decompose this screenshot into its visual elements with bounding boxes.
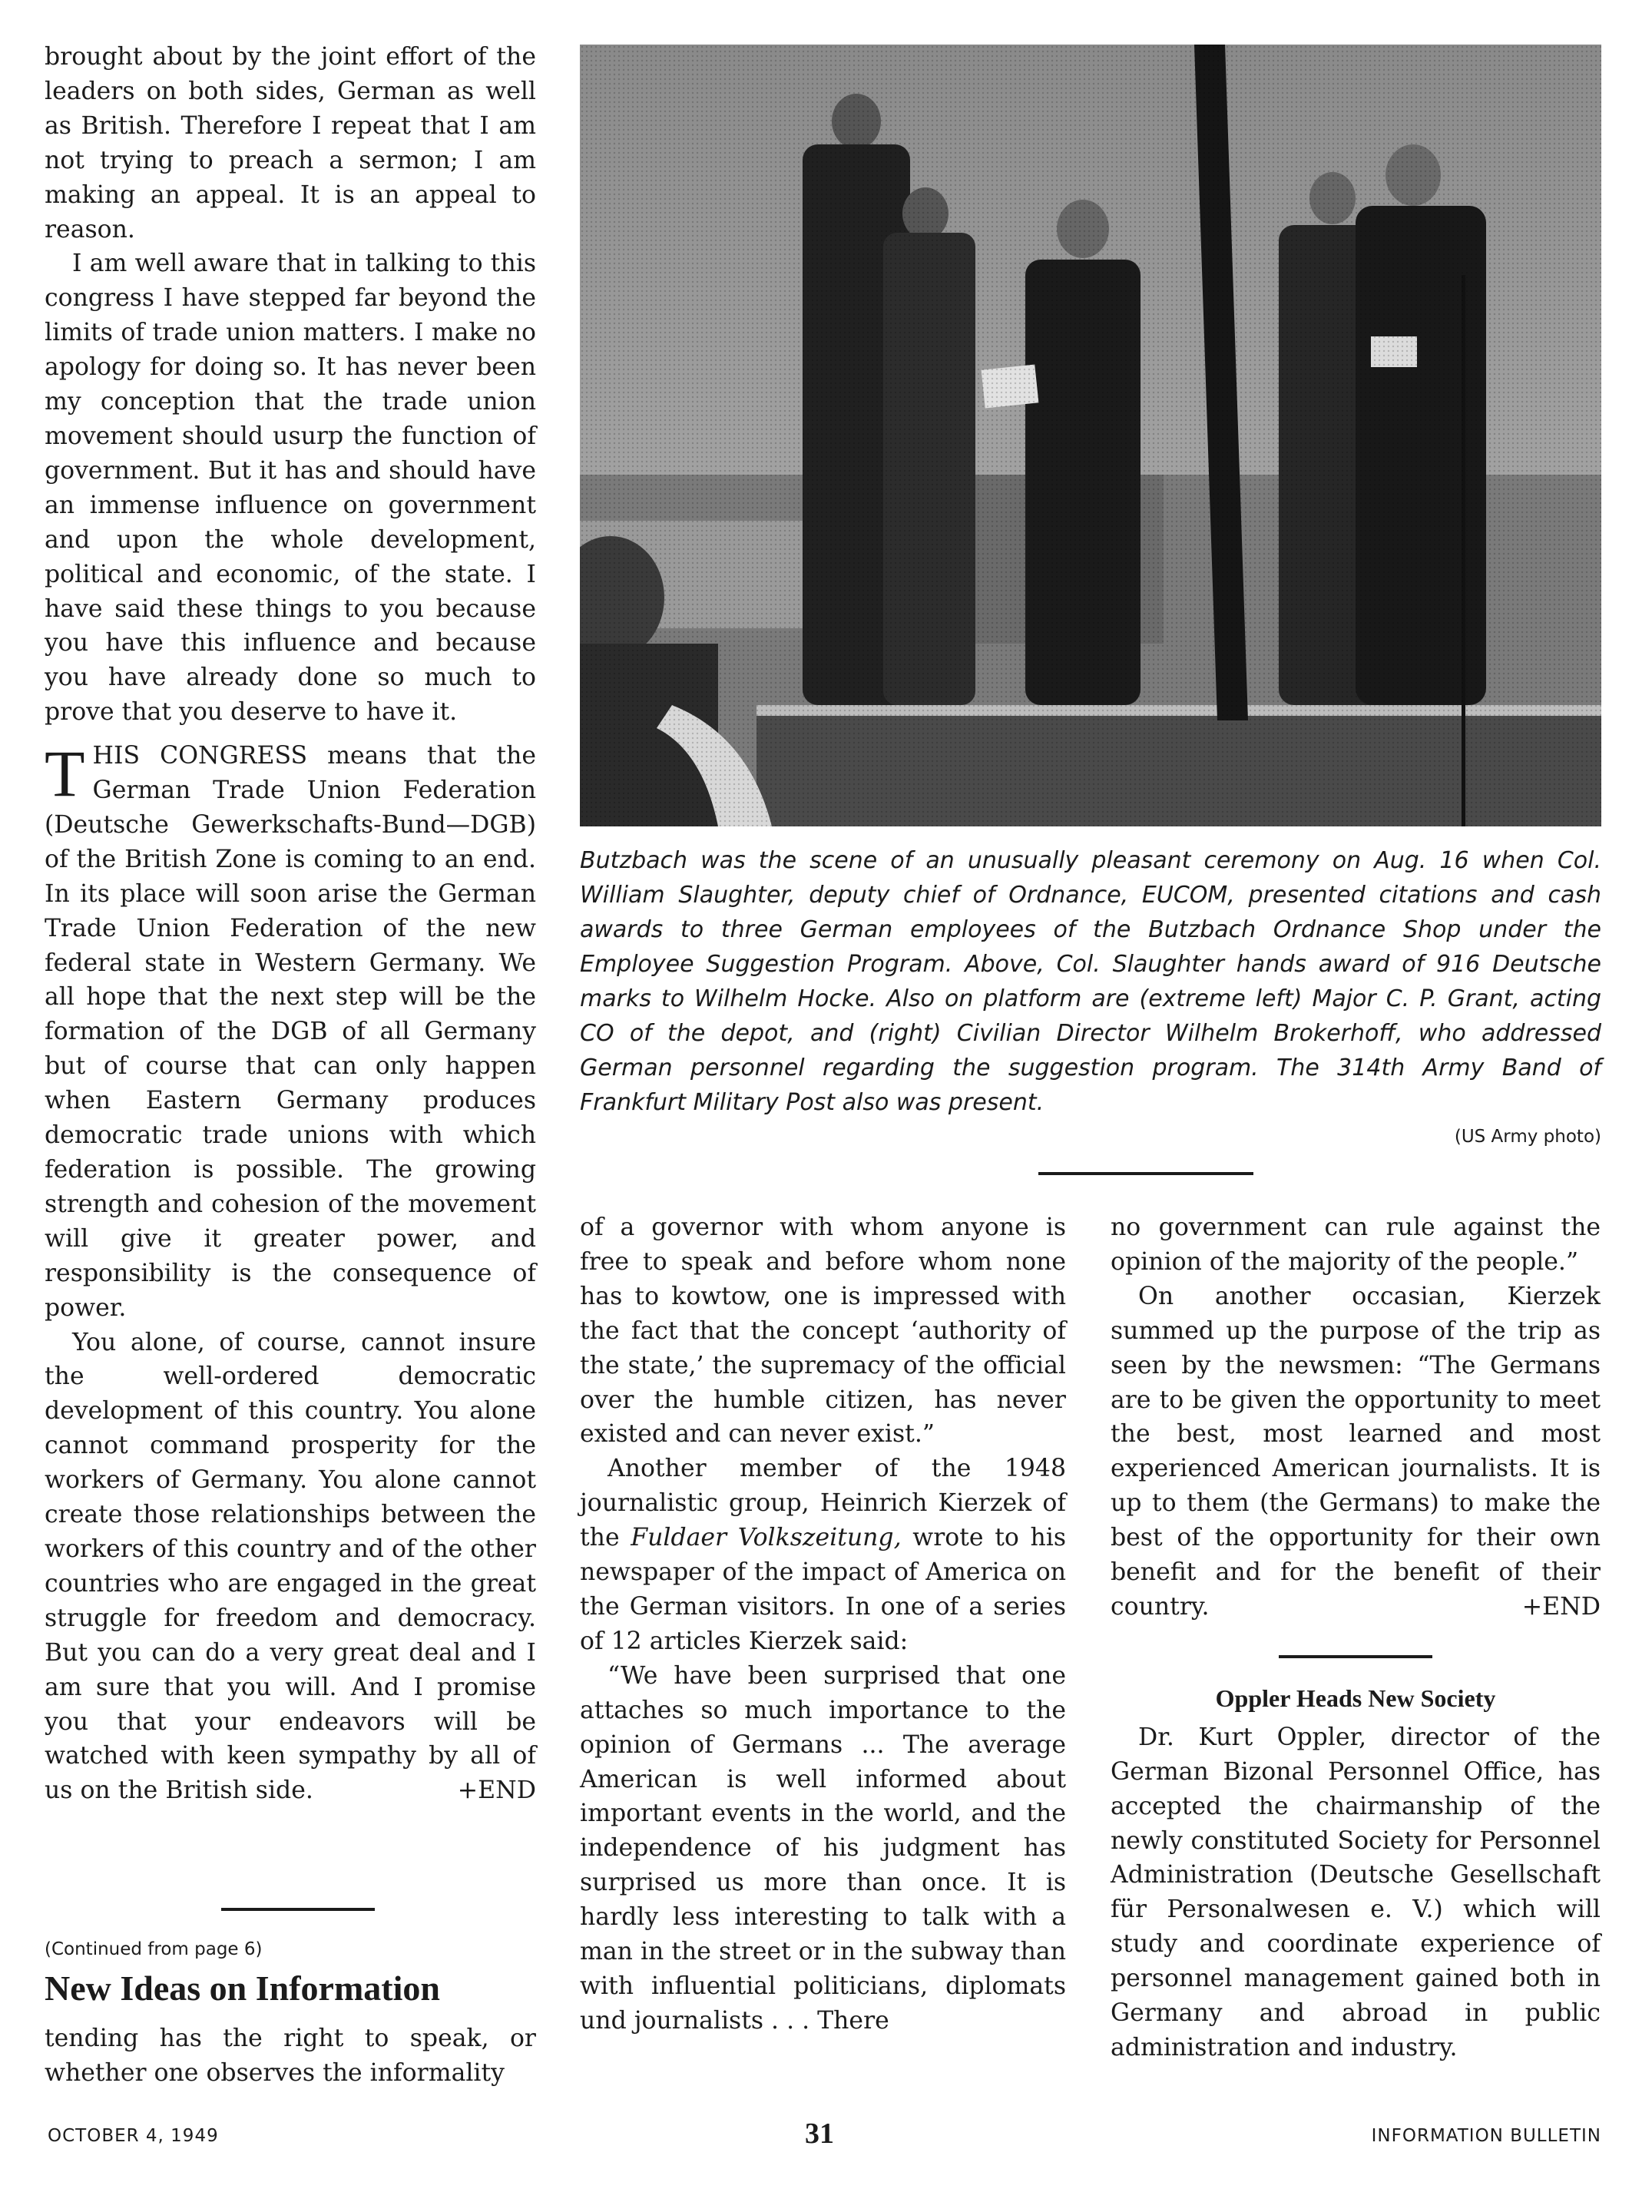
paragraph <box>1111 1280 1601 1624</box>
section-divider <box>221 1908 375 1911</box>
paragraph: “We have been surprised that one attaches so much importance to the opinion of Germans ... The average American is well informed about important events in the world, and the independence of his judgment has surprised us more than once. It is hardly less interesting to talk with a man in the street or in the subway than with influential politicians, diplomats und journalists . . . There <box>580 1661 1066 2035</box>
paragraph-dropcap <box>45 739 536 1325</box>
paragraph-text: Another member of the 1948 journalistic group, Heinrich Kierzek of the <box>580 1455 1066 1552</box>
publication-name: INFORMATION BULLETIN <box>1371 2126 1601 2146</box>
section-divider <box>1038 1172 1253 1175</box>
paragraph: I am well aware that in talking to this congress I have stepped far beyond the limits of trade union matters. I make no apology for doing so. It has never been my conception that the trade union movement should usurp the function of government. But it has and should have an immense influence on government and upon the whole development, political and economic, of the state. I have said these things to you because you have this influence and because you have already done so much to prove that you deserve to have it. <box>45 250 536 727</box>
paragraph-text: On another occasian, Kierzek summed up the purpose of the trip as seen by the newsmen: “The Germans are to be given the opportunity to meet the best, most learned and most experienced American journalists. It is up to them (the Germans) to make the best of the opportunity for their own benefit and for the benefit of their country. <box>1111 1282 1601 1621</box>
article-title: Oppler Heads New Society <box>1215 1684 1496 1712</box>
photo-caption: Butzbach was the scene of an unusually pleasant ceremony on Aug. 16 when Col. William Slaughter, deputy chief of Ordnance, EUCOM, presented citations and cash awards to three German employees of the Butzbach Ordnance Shop under the Employee Suggestion Program. Above, Col. Slaughter hands award of 916 Deutsche marks to Wilhelm Hocke. Also on platform are (extreme left) Major C. P. Grant, acting CO of the depot, and (right) Civilian Director Wilhelm Brokerhoff, who addressed German personnel regarding the suggestion program. The 314th Army Band of Frankfurt Military Post also was present. <box>580 847 1601 1116</box>
paragraph <box>580 1452 1066 1658</box>
article-title: New Ideas on Information <box>45 1969 440 2008</box>
page-number: 31 <box>805 2118 834 2150</box>
newspaper-name: Fuldaer Volkszeitung, <box>631 1524 902 1552</box>
end-mark: +END <box>1521 1592 1601 1621</box>
paragraph: no government can rule against the opinion of the majority of the people.” <box>1111 1214 1601 1276</box>
section-divider <box>1279 1655 1432 1658</box>
middle-column <box>580 1210 1066 2038</box>
left-column <box>45 40 536 1808</box>
right-column <box>1111 1210 1601 2065</box>
drop-cap: T <box>45 737 85 811</box>
photo-credit: (US Army photo) <box>1454 1127 1601 1147</box>
paragraph <box>45 1326 536 1809</box>
photo-illustration <box>580 45 1601 826</box>
end-mark: +END <box>457 1777 536 1805</box>
article-text: tending has the right to speak, or whether one observes the informality <box>45 2025 536 2087</box>
paragraph-text: HIS CONGRESS means that the German Trade Union Federation (Deutsche Gewerkschafts-Bund—DGB) of the British Zone is coming to an end. In its place will soon arise the German Trade Union Federation of the new federal state in Western Germany. We all hope that the next step will be the formation of the DGB of all Germany but of course that can only happen when Eastern Germany produces democratic trade unions with which federation is possible. The growing strength and cohesion of the movement will give it greater power, and responsibility is the consequence of power. <box>45 742 536 1322</box>
paragraph: brought about by the joint effort of the leaders on both sides, German as well as British. Therefore I repeat that I am not trying to preach a sermon; I am making an appeal. It is an appeal to reason. <box>45 43 536 243</box>
paragraph: Dr. Kurt Oppler, director of the German Bizonal Personnel Office, has accepted the chairmanship of the newly constituted Society for Personnel Administration (Deutsche Gesellschaft für Personalwesen e. V.) which will study and coordinate experience of personnel management gained both in Germany and abroad in public administration and industry. <box>1111 1723 1601 2061</box>
paragraph-text: You alone, of course, cannot insure the well-ordered democratic development of this country. You alone cannot command prosperity for the workers of Germany. You alone cannot create those relationships between the workers of this country and of the other countries who are engaged in the great struggle for freedom and democracy. But you can do a very great deal and I am sure that you will. And I promise you that your endeavors will be watched with keen sympathy by all of us on the British side. <box>45 1328 536 1805</box>
paragraph-text: wrote to his newspaper of the impact of America on the German visitors. In one of a series of 12 articles Kierzek said: <box>580 1524 1066 1655</box>
footer-date: OCTOBER 4, 1949 <box>48 2126 219 2146</box>
continued-note: (Continued from page 6) <box>45 1939 263 1959</box>
paragraph: of a governor with whom anyone is free to speak and before whom none has to kowtow, one is impressed with the fact that the concept ‘authority of the state,’ the supremacy of the official over the humble citizen, has never existed and can never exist.” <box>580 1214 1066 1449</box>
ceremony-photo <box>580 45 1601 826</box>
